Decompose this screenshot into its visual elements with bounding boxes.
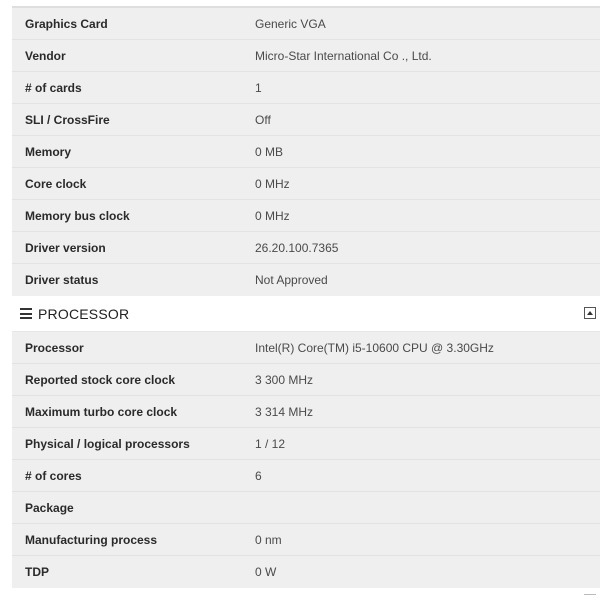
table-row xyxy=(12,200,600,232)
table-row xyxy=(12,232,600,264)
row-value: 0 MHz xyxy=(255,208,290,223)
table-row xyxy=(12,168,600,200)
table-row xyxy=(12,104,600,136)
row-value: Not Approved xyxy=(255,273,328,287)
processor-section-header xyxy=(12,296,600,332)
row-value: 3 314 MHz xyxy=(255,404,314,419)
row-label: Graphics Card xyxy=(25,16,108,31)
row-value: 26.20.100.7365 xyxy=(255,240,339,255)
row-value: Micro-Star International Co ., Ltd. xyxy=(255,48,432,63)
row-value: 0 W xyxy=(255,565,277,579)
row-value: 6 xyxy=(255,468,262,483)
row-label: # of cards xyxy=(25,80,82,95)
graphics-card-table xyxy=(12,8,600,296)
row-value: 1 / 12 xyxy=(255,436,286,451)
row-label: Reported stock core clock xyxy=(25,372,176,387)
row-label: TDP xyxy=(25,565,49,579)
section-bars-icon xyxy=(20,308,32,319)
table-row xyxy=(12,460,600,492)
row-label: Driver status xyxy=(25,273,99,287)
row-label: Core clock xyxy=(25,176,87,191)
row-label: Processor xyxy=(25,340,84,355)
row-label: Memory xyxy=(25,144,72,159)
table-row xyxy=(12,40,600,72)
row-label: Physical / logical processors xyxy=(25,436,190,451)
table-row xyxy=(12,556,600,588)
collapse-up-icon[interactable] xyxy=(584,307,596,319)
row-label: Driver version xyxy=(25,240,106,255)
row-value: Off xyxy=(255,112,271,127)
row-value: 0 nm xyxy=(255,532,282,547)
row-label: SLI / CrossFire xyxy=(25,112,110,127)
row-label: Memory bus clock xyxy=(25,208,130,223)
table-row xyxy=(12,264,600,296)
table-row xyxy=(12,396,600,428)
table-row xyxy=(12,136,600,168)
row-value: Generic VGA xyxy=(255,16,326,31)
row-label: Vendor xyxy=(25,48,66,63)
row-label: Maximum turbo core clock xyxy=(25,404,178,419)
row-label: Package xyxy=(25,500,74,515)
row-value: 0 MHz xyxy=(255,176,290,191)
table-row xyxy=(12,8,600,40)
row-label: # of cores xyxy=(25,468,82,483)
table-row xyxy=(12,428,600,460)
row-value: 3 300 MHz xyxy=(255,372,314,387)
row-label: Manufacturing process xyxy=(25,532,158,547)
table-row xyxy=(12,364,600,396)
next-section-edge xyxy=(584,594,596,600)
section-title: PROCESSOR xyxy=(38,305,130,322)
processor-table xyxy=(12,332,600,588)
table-row xyxy=(12,492,600,524)
table-row xyxy=(12,524,600,556)
row-value: Intel(R) Core(TM) i5-10600 CPU @ 3.30GHz xyxy=(255,340,494,355)
row-value: 1 xyxy=(255,80,262,95)
row-value: 0 MB xyxy=(255,144,284,159)
table-row xyxy=(12,72,600,104)
table-row xyxy=(12,332,600,364)
